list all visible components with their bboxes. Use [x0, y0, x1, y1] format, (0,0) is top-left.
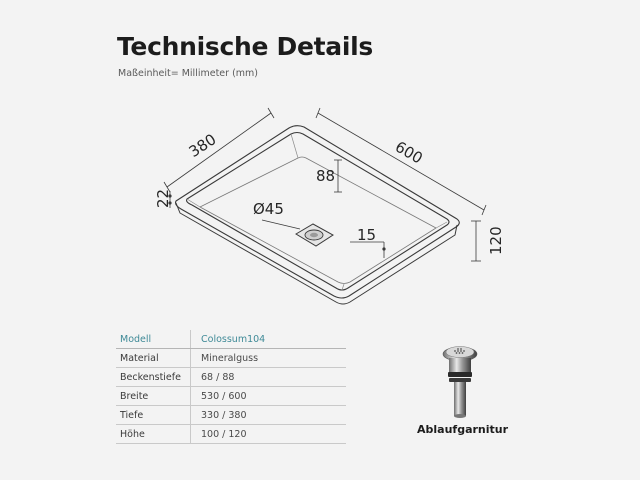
spec-value: 100 / 120: [191, 425, 347, 444]
dim-rim-label: 22: [154, 188, 172, 208]
spec-value: 68 / 88: [191, 368, 347, 387]
unit-note: Maßeinheit= Millimeter (mm): [118, 68, 258, 79]
spec-value: Colossum104: [191, 330, 347, 349]
spec-header-row: [116, 330, 346, 349]
spec-key: Höhe: [116, 425, 191, 444]
page-title: Technische Details: [117, 32, 373, 61]
dim-height-label: 120: [487, 226, 505, 255]
dim-depth-label: 88: [316, 167, 336, 185]
spec-table: [116, 330, 346, 444]
spec-key: Modell: [116, 330, 191, 349]
drain-fitting-icon: [430, 340, 490, 420]
spec-key: Beckenstiefe: [116, 368, 191, 387]
drain-hole: [296, 224, 333, 246]
spec-value: Mineralguss: [191, 349, 347, 368]
table-row: [116, 425, 346, 444]
dim-drain-label: Ø45: [253, 200, 284, 218]
dim-length-label: 600: [392, 137, 426, 168]
spec-key: Tiefe: [116, 406, 191, 425]
spec-key: Breite: [116, 387, 191, 406]
dim-offset-label: 15: [357, 226, 377, 244]
table-row: [116, 368, 346, 387]
table-row: [116, 406, 346, 425]
spec-key: Material: [116, 349, 191, 368]
table-row: [116, 349, 346, 368]
table-row: [116, 387, 346, 406]
drain-fitting-label: Ablaufgarnitur: [417, 423, 509, 436]
spec-value: 530 / 600: [191, 387, 347, 406]
dim-width-label: 380: [185, 130, 220, 161]
spec-value: 330 / 380: [191, 406, 347, 425]
